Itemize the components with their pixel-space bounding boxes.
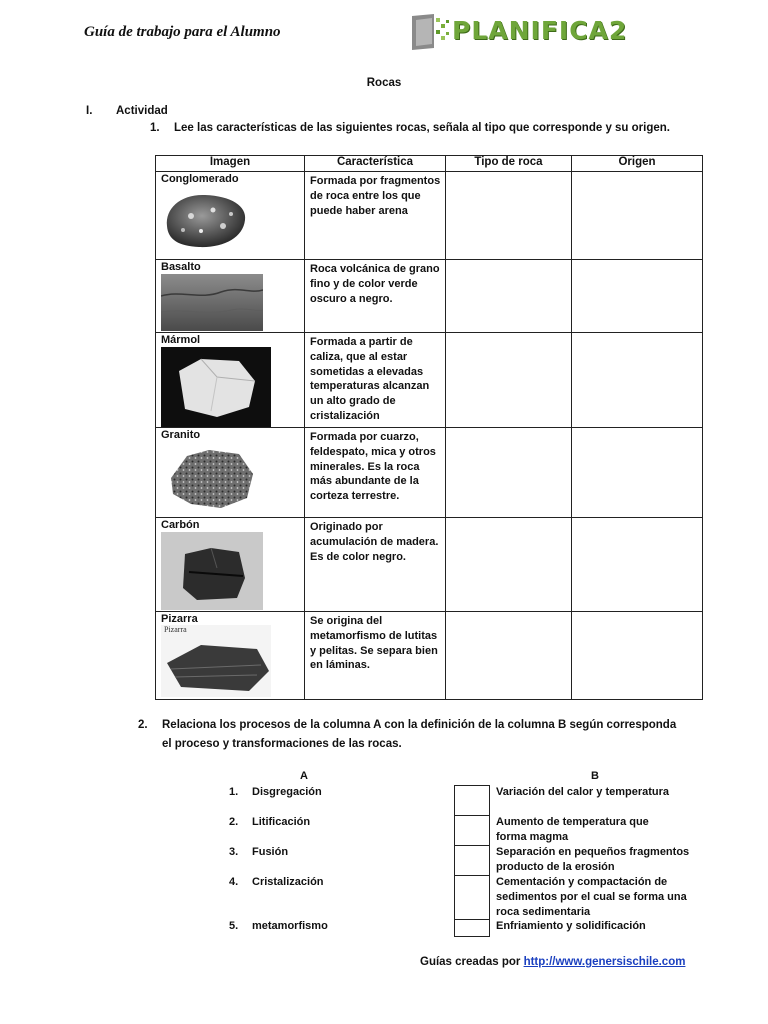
tipo-roca-answer-cell[interactable] bbox=[446, 612, 572, 700]
column-a-header: A bbox=[300, 770, 308, 782]
column-a-item: metamorfismo bbox=[252, 920, 328, 932]
column-b-item: Aumento de temperatura que forma magma bbox=[496, 816, 649, 843]
rock-name: Conglomerado bbox=[161, 173, 239, 185]
document-title: Rocas bbox=[366, 77, 402, 89]
rock-characteristic: Formada a partir de caliza, que al estar sometidas a elevadas temperaturas alcanzan un alto grado de cristalización bbox=[305, 333, 446, 428]
answer-box-1[interactable] bbox=[454, 785, 490, 816]
conglomerado-image bbox=[161, 186, 251, 252]
origen-answer-cell[interactable] bbox=[572, 333, 703, 428]
table-row bbox=[156, 428, 703, 518]
tipo-roca-answer-cell[interactable] bbox=[446, 260, 572, 333]
rock-name: Granito bbox=[161, 429, 201, 441]
column-a-number: 5. bbox=[229, 920, 239, 932]
answer-box-4[interactable] bbox=[454, 875, 490, 920]
rock-name: Mármol bbox=[161, 334, 201, 346]
header-origen: Origen bbox=[572, 156, 703, 172]
rock-characteristic: Formada por fragmentos de roca entre los que puede haber arena bbox=[305, 172, 446, 260]
tipo-roca-answer-cell[interactable] bbox=[446, 172, 572, 260]
pizarra-caption: Pizarra bbox=[164, 625, 187, 634]
question-2-line-2: el proceso y transformaciones de las rocas. bbox=[162, 738, 402, 750]
column-a-number: 1. bbox=[229, 786, 239, 798]
pizarra-photo bbox=[161, 625, 271, 697]
table-row bbox=[156, 172, 703, 260]
origen-answer-cell[interactable] bbox=[572, 518, 703, 612]
question-1-text: Lee las características de las siguientes rocas, señala al tipo que corresponde y su origen. bbox=[174, 122, 670, 134]
origen-answer-cell[interactable] bbox=[572, 612, 703, 700]
answer-box-5[interactable] bbox=[454, 919, 490, 937]
column-a-item: Fusión bbox=[252, 846, 289, 858]
header-imagen: Imagen bbox=[156, 156, 305, 172]
header-title: Guía de trabajo para el Alumno bbox=[84, 24, 281, 40]
question-1-number: 1. bbox=[150, 122, 160, 134]
rock-name: Carbón bbox=[161, 519, 200, 531]
tipo-roca-answer-cell[interactable] bbox=[446, 518, 572, 612]
column-b-item: Enfriamiento y solidificación bbox=[496, 920, 646, 932]
column-a-item: Disgregación bbox=[252, 786, 322, 798]
table-row bbox=[156, 518, 703, 612]
column-b-item: Cementación y compactación de sedimentos por el cual se forma una roca sedimentaria bbox=[496, 876, 687, 918]
rock-characteristic: Se origina del metamorfismo de lutitas y pelitas. Se separa bien en láminas. bbox=[305, 612, 446, 700]
column-a-item: Litificación bbox=[252, 816, 311, 828]
section-number: I. bbox=[86, 105, 93, 117]
rocks-table bbox=[155, 155, 703, 700]
column-a-number: 4. bbox=[229, 876, 239, 888]
footer-prefix: Guías creadas por bbox=[420, 956, 521, 968]
column-b-header: B bbox=[591, 770, 599, 782]
pizarra-image bbox=[161, 625, 271, 697]
rock-characteristic: Roca volcánica de grano fino y de color verde oscuro a negro. bbox=[305, 260, 446, 333]
answer-box-2[interactable] bbox=[454, 815, 490, 846]
rock-name: Pizarra bbox=[161, 613, 198, 625]
basalto-image bbox=[161, 274, 263, 331]
question-2-line-1: Relaciona los procesos de la columna A con la definición de la columna B según corresponda bbox=[162, 719, 677, 731]
carbon-image bbox=[161, 532, 263, 610]
table-row bbox=[156, 612, 703, 700]
table-row bbox=[156, 260, 703, 333]
column-a-number: 3. bbox=[229, 846, 239, 858]
origen-answer-cell[interactable] bbox=[572, 172, 703, 260]
origen-answer-cell[interactable] bbox=[572, 260, 703, 333]
footer-link[interactable]: http://www.genersischile.com bbox=[523, 956, 686, 968]
question-2-number: 2. bbox=[138, 719, 148, 731]
table-row bbox=[156, 333, 703, 428]
rock-characteristic: Originado por acumulación de madera. Es de color negro. bbox=[305, 518, 446, 612]
column-b-item: Separación en pequeños fragmentos producto de la erosión bbox=[496, 846, 690, 873]
tipo-roca-answer-cell[interactable] bbox=[446, 428, 572, 518]
tipo-roca-answer-cell[interactable] bbox=[446, 333, 572, 428]
column-a-number: 2. bbox=[229, 816, 239, 828]
origen-answer-cell[interactable] bbox=[572, 428, 703, 518]
column-a-item: Cristalización bbox=[252, 876, 324, 888]
rock-characteristic: Formada por cuarzo, feldespato, mica y otros minerales. Es la roca más abundante de la corteza terrestre. bbox=[305, 428, 446, 518]
answer-box-3[interactable] bbox=[454, 845, 490, 876]
header-caracteristica: Característica bbox=[305, 156, 446, 172]
table-header-row bbox=[156, 156, 703, 172]
logo-text: PLANIFICA2 bbox=[452, 16, 628, 45]
column-b-item: Variación del calor y temperatura bbox=[496, 786, 670, 798]
rock-name: Basalto bbox=[161, 261, 201, 273]
section-label: Actividad bbox=[116, 105, 168, 117]
granito-image bbox=[161, 442, 261, 514]
footer bbox=[420, 956, 685, 968]
marmol-image bbox=[161, 347, 271, 427]
header-tipo-roca: Tipo de roca bbox=[446, 156, 572, 172]
